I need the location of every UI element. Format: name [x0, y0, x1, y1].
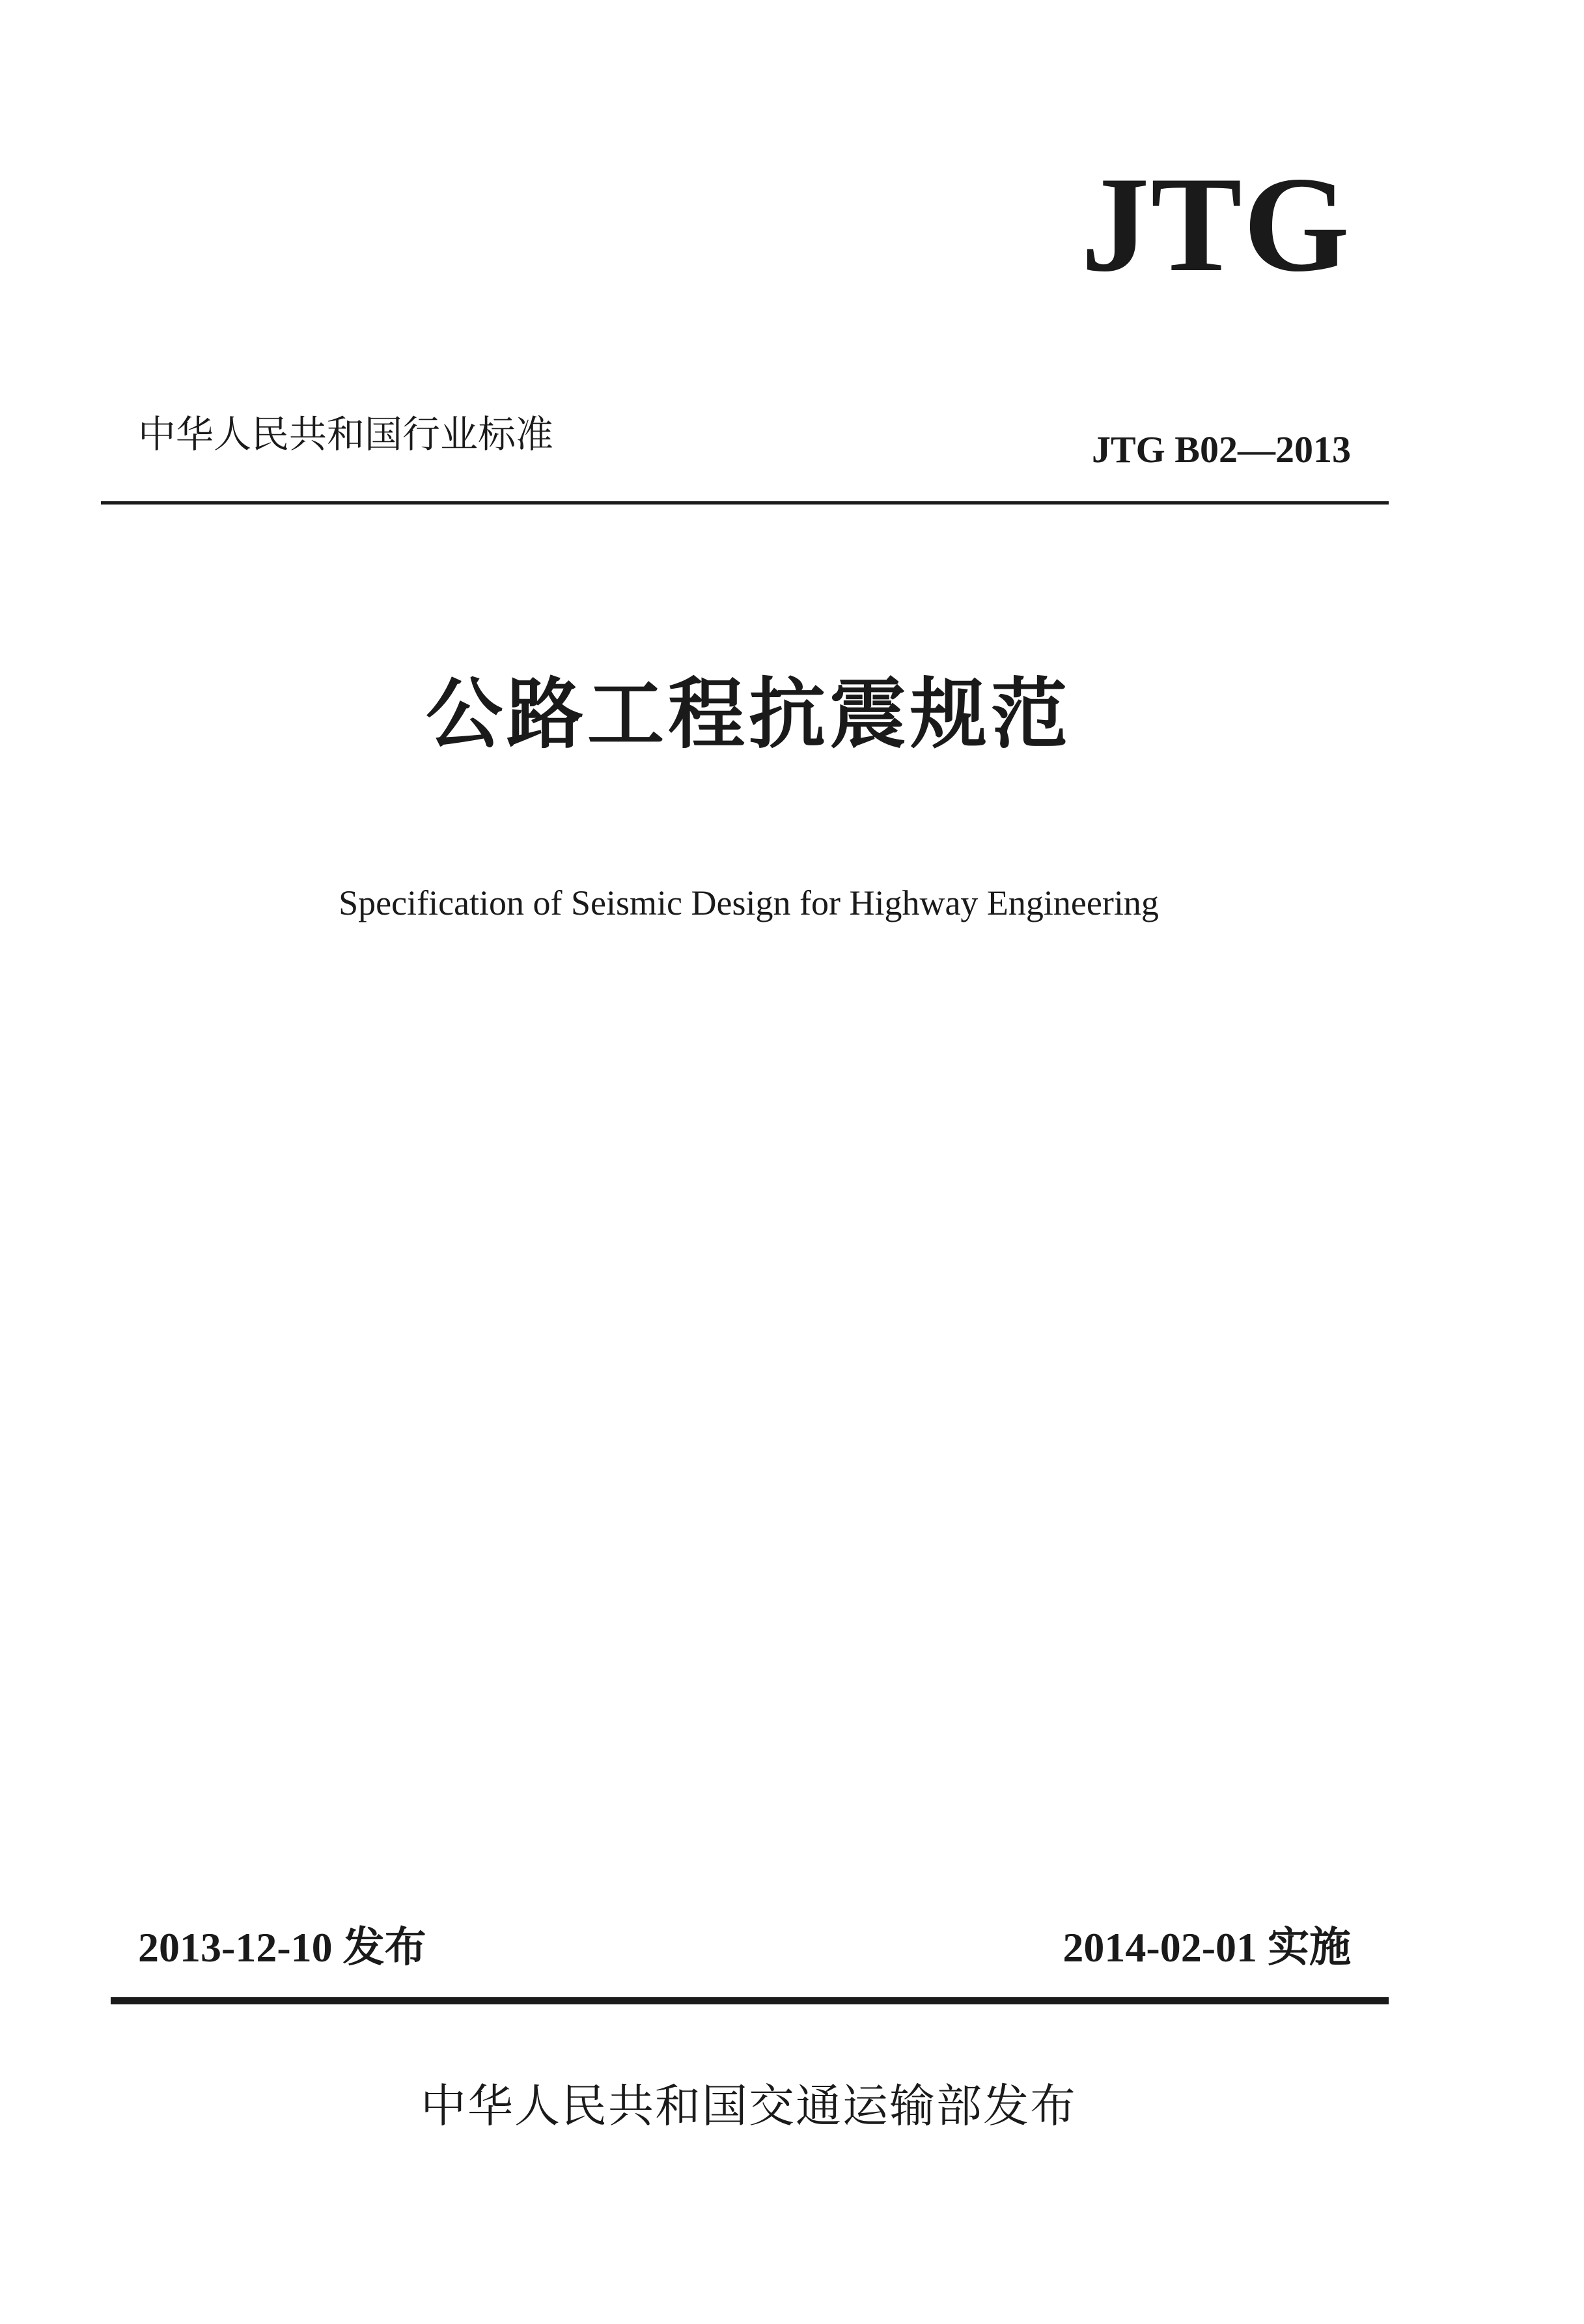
- document-title-english: Specification of Seismic Design for Highway Engineering: [339, 883, 1159, 922]
- standard-type: 中华人民共和国行业标准: [138, 412, 554, 456]
- publisher: 中华人民共和国交通运输部发布: [421, 2079, 1077, 2133]
- effective-date: 2014-02-01 实施: [1063, 1924, 1351, 1971]
- document-title-chinese: 公路工程抗震规范: [425, 669, 1072, 759]
- bottom-divider: [111, 1997, 1389, 2004]
- issue-date: 2013-12-10 发布: [138, 1924, 426, 1971]
- jtg-logo: JTG: [1081, 149, 1351, 300]
- standard-code: JTG B02—2013: [1092, 428, 1351, 471]
- date-row: [138, 1920, 1351, 1979]
- top-divider: [101, 501, 1389, 505]
- standard-header: [138, 410, 1351, 469]
